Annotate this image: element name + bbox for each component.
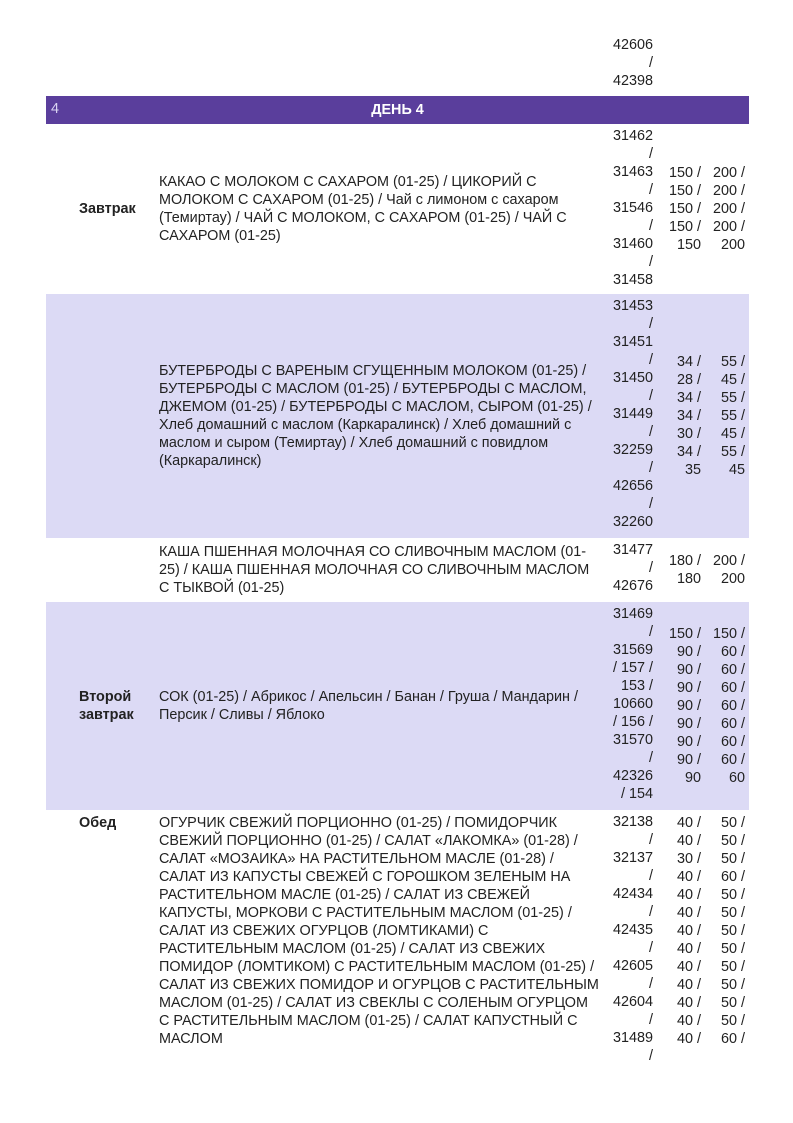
- dish-codes: 42606 / 42398: [612, 37, 653, 89]
- table-row: [46, 124, 749, 294]
- day-header: [46, 96, 749, 124]
- portion-small: 34 / 28 / 34 / 34 / 30 / 34 / 35: [676, 354, 701, 478]
- dish-codes: 31453 / 31451 / 31450 / 31449 / 32259 / 42656 / 32260: [612, 298, 653, 530]
- table-row: [46, 538, 749, 602]
- dish-description: БУТЕРБРОДЫ С ВАРЕНЫМ СГУЩЕННЫМ МОЛОКОМ (01-25) / БУТЕРБРОДЫ С МАСЛОМ (01-25) / БУТЕРБРОДЫ С МАСЛОМ, ДЖЕМОМ (01-25) / БУТЕРБРОДЫ С МАСЛОМ, СЫРОМ (01-25) / Хлеб домашний с маслом (Каркаралинск) / Хлеб домашний с маслом и сыром (Темиртау) / Хлеб домашний с повидлом (Каркаралинск): [159, 363, 592, 469]
- meal-label: [75, 538, 157, 602]
- portion-small: 180 / 180: [668, 553, 701, 587]
- portion-small: 150 / 90 / 90 / 90 / 90 / 90 / 90 / 90 / 90: [668, 626, 701, 786]
- dish-codes: 31469 / 31569 / 157 / 153 / 10660 / 156 / 31570 / 42326 / 154: [612, 606, 653, 802]
- dish-description: КАКАО С МОЛОКОМ С САХАРОМ (01-25) / ЦИКОРИЙ С МОЛОКОМ С САХАРОМ (01-25) / Чай с лимоном с сахаром (Темиртау) / ЧАЙ С МОЛОКОМ, С САХАРОМ (01-25) / ЧАЙ С САХАРОМ (01-25): [159, 174, 567, 244]
- day-number: 4: [51, 101, 60, 117]
- dish-description: ОГУРЧИК СВЕЖИЙ ПОРЦИОННО (01-25) / ПОМИДОРЧИК СВЕЖИЙ ПОРЦИОННО (01-25) / САЛАТ «ЛАКОМКА» (01-28) / САЛАТ «МОЗАИКА» НА РАСТИТЕЛЬНОМ МАСЛЕ (01-28) / САЛАТ ИЗ КАПУСТЫ СВЕЖЕЙ С ГОРОШКОМ ЗЕЛЕНЫМ НА РАСТИТЕЛЬНОМ МАСЛЕ (01-25) / САЛАТ ИЗ СВЕЖЕЙ КАПУСТЫ, МОРКОВИ С РАСТИТЕЛЬНЫМ МАСЛОМ (01-25) / САЛАТ ИЗ СВЕЖИХ ОГУРЦОВ (ЛОМТИКАМИ) С РАСТИТЕЛЬНЫМ МАСЛОМ (01-25) / САЛАТ ИЗ СВЕЖИХ ПОМИДОР (ЛОМТИКОМ) С РАСТИТЕЛЬНЫМ МАСЛОМ (01-25) / САЛАТ ИЗ СВЕЖИХ ПОМИДОР И ОГУРЦОВ С РАСТИТЕЛЬНЫМ МАСЛОМ (01-25) / САЛАТ ИЗ СВЕКЛЫ С СОЛЕНЫМ ОГУРЦОМ С РАСТИТЕЛЬНЫМ МАСЛОМ (01-25) / САЛАТ КАПУСТНЫЙ С МАСЛОМ: [159, 815, 599, 1047]
- dish-description: КАША ПШЕННАЯ МОЛОЧНАЯ СО СЛИВОЧНЫМ МАСЛОМ (01-25) / КАША ПШЕННАЯ МОЛОЧНАЯ СО СЛИВОЧНЫМ МАСЛОМ С ТЫКВОЙ (01-25): [159, 544, 590, 596]
- menu-table: [46, 36, 749, 1070]
- table-row: [46, 36, 749, 96]
- meal-label: Завтрак: [79, 201, 136, 217]
- table-row: [46, 810, 749, 1070]
- dish-codes: 31462 / 31463 / 31546 / 31460 / 31458: [612, 128, 653, 288]
- table-row: [46, 602, 749, 810]
- meal-label: Обед: [79, 815, 117, 831]
- portion-small: 150 / 150 / 150 / 150 / 150: [668, 165, 701, 253]
- dish-codes: 32138 / 32137 / 42434 / 42435 / 42605 / 42604 / 31489 /: [612, 814, 653, 1064]
- portion-large: 200 / 200 / 200 / 200 / 200: [712, 165, 745, 253]
- day-title: ДЕНЬ 4: [371, 102, 424, 118]
- meal-label: [75, 294, 157, 538]
- portion-large: 50 / 50 / 50 / 60 / 50 / 50 / 50 / 50 / 50 / 50 / 50 / 50 / 60 /: [720, 815, 745, 1047]
- table-row: [46, 294, 749, 538]
- dish-description: СОК (01-25) / Абрикос / Апельсин / Банан / Груша / Мандарин / Персик / Сливы / Яблоко: [159, 689, 578, 723]
- portion-large: 150 / 60 / 60 / 60 / 60 / 60 / 60 / 60 / 60: [712, 626, 745, 786]
- portion-large: 55 / 45 / 55 / 55 / 45 / 55 / 45: [720, 354, 745, 478]
- portion-large: 200 / 200: [712, 553, 745, 587]
- meal-label: Второй завтрак: [79, 689, 134, 723]
- dish-codes: 31477 / 42676: [612, 542, 653, 594]
- portion-small: 40 / 40 / 30 / 40 / 40 / 40 / 40 / 40 / 40 / 40 / 40 / 40 / 40 /: [676, 815, 701, 1047]
